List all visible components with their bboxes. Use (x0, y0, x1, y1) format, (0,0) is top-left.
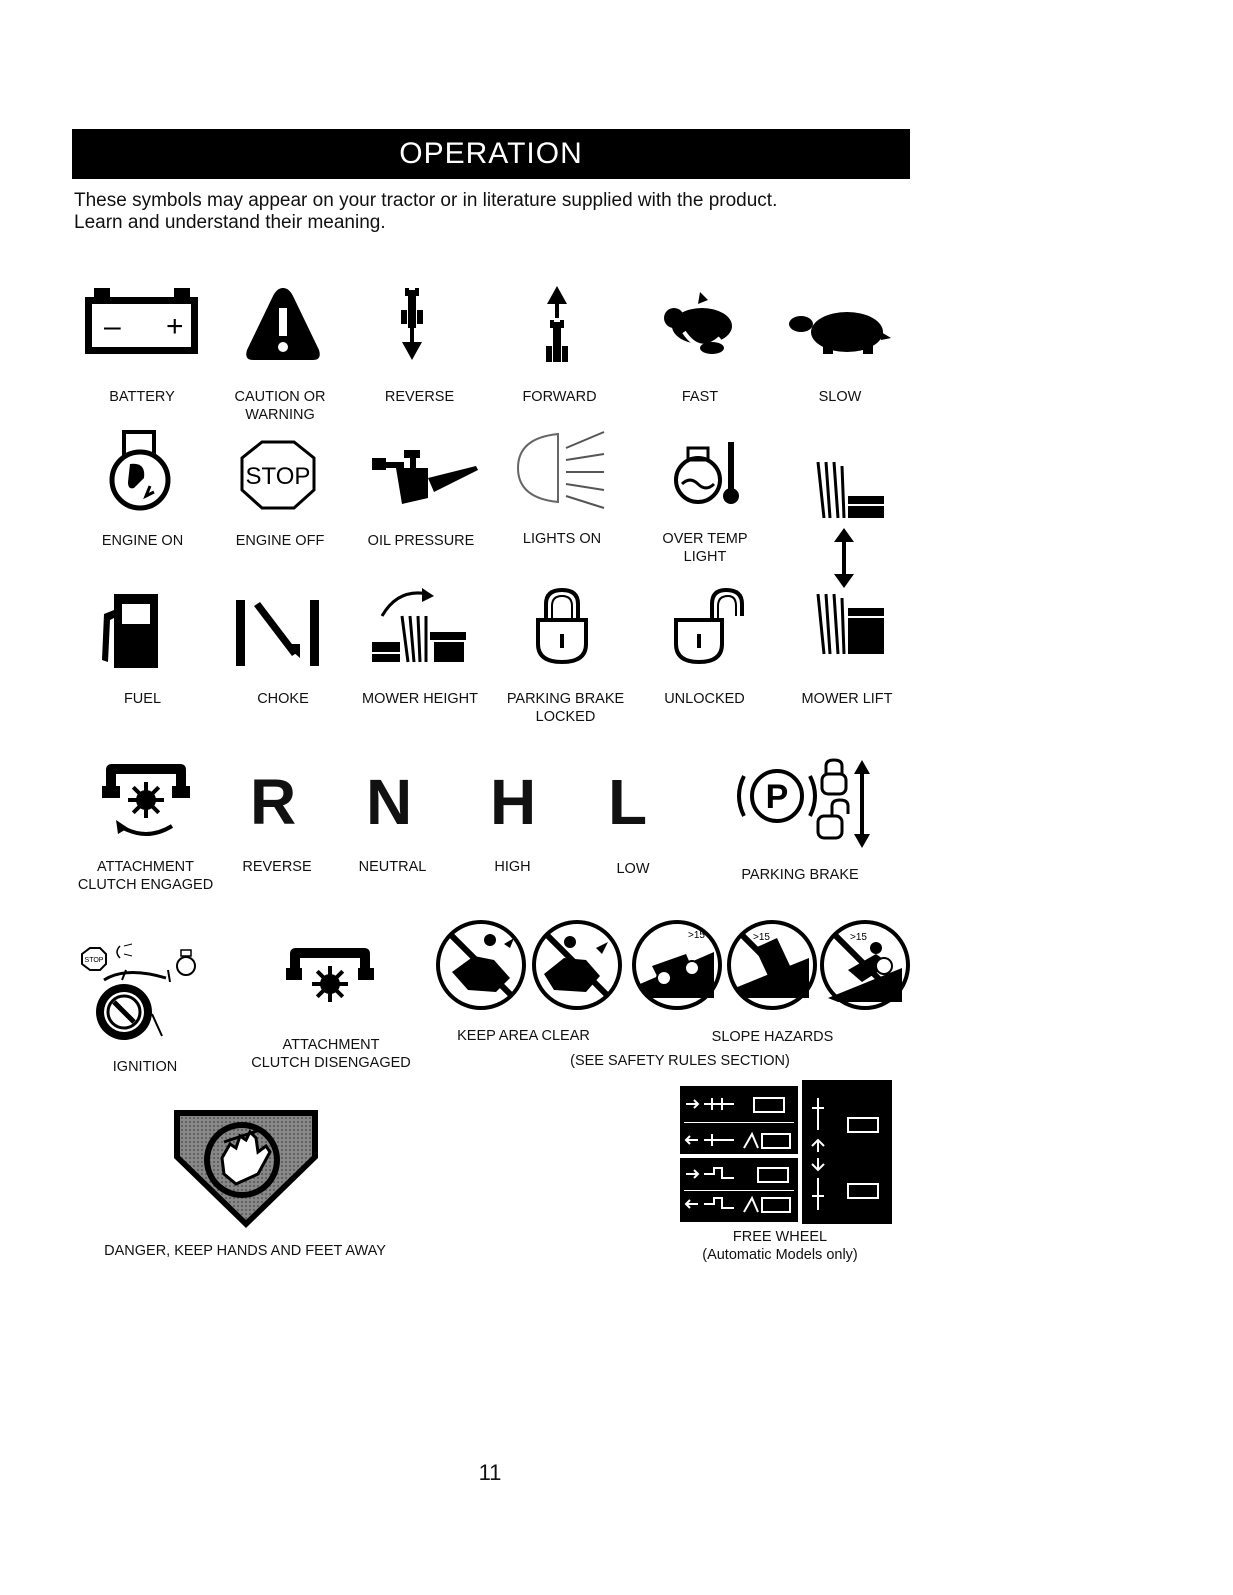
page-number: 11 (478, 1460, 502, 1485)
label-caution-line-2: WARNING (245, 407, 315, 423)
label-danger: DANGER, KEEP HANDS AND FEET AWAY (104, 1243, 386, 1259)
label-pb-locked-line-2: LOCKED (535, 709, 596, 725)
label-over-temp (650, 530, 760, 566)
lock-closed-icon (532, 586, 592, 666)
label-free-wheel-line-1: FREE WHEEL (732, 1229, 828, 1245)
gear-low-letter: L (608, 766, 648, 838)
label-over-temp-line-2: LIGHT (683, 549, 727, 565)
lights-on-icon (512, 424, 612, 512)
label-parking-brake: PARKING BRAKE (741, 867, 859, 883)
lock-open-icon (672, 586, 752, 666)
label-low: LOW (616, 861, 650, 877)
label-free-wheel-line-2: (Automatic Models only) (702, 1247, 858, 1263)
label-caution-warning (220, 388, 340, 424)
label-reverse-arrow: REVERSE (384, 389, 455, 405)
gear-high-letter: H (490, 766, 537, 838)
ignition-stop-text: STOP (84, 957, 104, 964)
label-battery: BATTERY (109, 389, 175, 405)
mower-height-icon (368, 586, 468, 664)
label-parking-brake-locked (498, 690, 633, 726)
slope-angle-text-3: >15 (850, 932, 867, 943)
label-free-wheel (690, 1228, 870, 1264)
fuel-icon (96, 590, 166, 672)
section-title: OPERATION (399, 137, 583, 170)
parking-p-glyph: P (765, 778, 789, 816)
stop-text: STOP (245, 463, 311, 490)
label-unlocked: UNLOCKED (664, 691, 745, 707)
label-oil-pressure: OIL PRESSURE (367, 533, 475, 549)
caution-warning-icon (243, 284, 323, 364)
label-fuel: FUEL (123, 691, 162, 707)
intro-line-1: These symbols may appear on your tractor or in literature supplied with the product. (74, 190, 778, 211)
label-mower-height: MOWER HEIGHT (362, 691, 478, 707)
label-attach-disengaged-line-1: ATTACHMENT (282, 1037, 380, 1053)
stop-icon (238, 440, 318, 510)
lift-double-arrow-icon (832, 526, 856, 590)
label-mower-lift: MOWER LIFT (801, 691, 893, 707)
label-fast: FAST (681, 389, 719, 405)
label-slow: SLOW (818, 389, 862, 405)
label-forward: FORWARD (522, 389, 597, 405)
mower-raised-icon (808, 460, 888, 520)
label-engine-off: ENGINE OFF (235, 533, 325, 549)
keep-area-clear-icon-2 (530, 918, 624, 1012)
ignition-icon (76, 940, 211, 1045)
label-pb-locked-line-1: PARKING BRAKE (506, 691, 625, 707)
turtle-slow-icon (787, 300, 892, 356)
choke-icon (232, 596, 324, 668)
label-attach-disengaged-line-2: CLUTCH DISENGAGED (251, 1055, 411, 1071)
forward-arrow-icon (537, 284, 577, 368)
engine-on-icon (100, 428, 180, 512)
label-keep-area-clear: KEEP AREA CLEAR (457, 1028, 590, 1044)
danger-hand-icon (172, 1108, 320, 1230)
rabbit-fast-icon (650, 290, 740, 360)
label-lights-on: LIGHTS ON (522, 531, 602, 547)
parking-brake-icon (732, 758, 880, 850)
reverse-arrow-icon (392, 284, 432, 364)
label-high: HIGH (494, 859, 531, 875)
label-engine-on: ENGINE ON (101, 533, 184, 549)
keep-area-clear-icon-1 (434, 918, 528, 1012)
label-neutral: NEUTRAL (358, 859, 427, 875)
label-attach-engaged (68, 858, 223, 894)
battery-plus-glyph: + (166, 310, 184, 343)
slope-angle-text-1: >15 (688, 930, 705, 941)
intro-text (74, 190, 914, 234)
gear-reverse-letter: R (250, 766, 297, 838)
slope-angle-text-2: >15 (753, 932, 770, 943)
label-see-safety: (SEE SAFETY RULES SECTION) (570, 1053, 790, 1069)
label-attach-disengaged (236, 1036, 426, 1072)
intro-line-2: Learn and understand their meaning. (74, 212, 386, 233)
label-reverse-gear: REVERSE (242, 859, 312, 875)
label-choke: CHOKE (257, 691, 309, 707)
slope-hazard-icon-1 (630, 918, 724, 1012)
label-slope-hazards: SLOPE HAZARDS (711, 1029, 834, 1045)
label-over-temp-line-1: OVER TEMP (662, 531, 748, 547)
label-attach-engaged-line-2: CLUTCH ENGAGED (77, 877, 214, 893)
gear-neutral-letter: N (366, 766, 413, 838)
label-attach-engaged-line-1: ATTACHMENT (97, 859, 194, 875)
clutch-engaged-icon (96, 760, 196, 844)
oil-can-icon (368, 448, 483, 508)
clutch-disengaged-icon (280, 944, 380, 1008)
battery-icon (82, 288, 202, 358)
slope-hazard-icon-2 (725, 918, 819, 1012)
label-caution-line-1: CAUTION OR (234, 389, 326, 405)
label-ignition: IGNITION (112, 1059, 178, 1075)
battery-minus-glyph: – (104, 310, 121, 343)
over-temp-icon (672, 436, 742, 508)
slope-hazard-icon-3 (818, 918, 912, 1012)
free-wheel-icon (678, 1078, 894, 1226)
mower-lowered-icon (808, 592, 888, 656)
section-banner (72, 129, 910, 179)
